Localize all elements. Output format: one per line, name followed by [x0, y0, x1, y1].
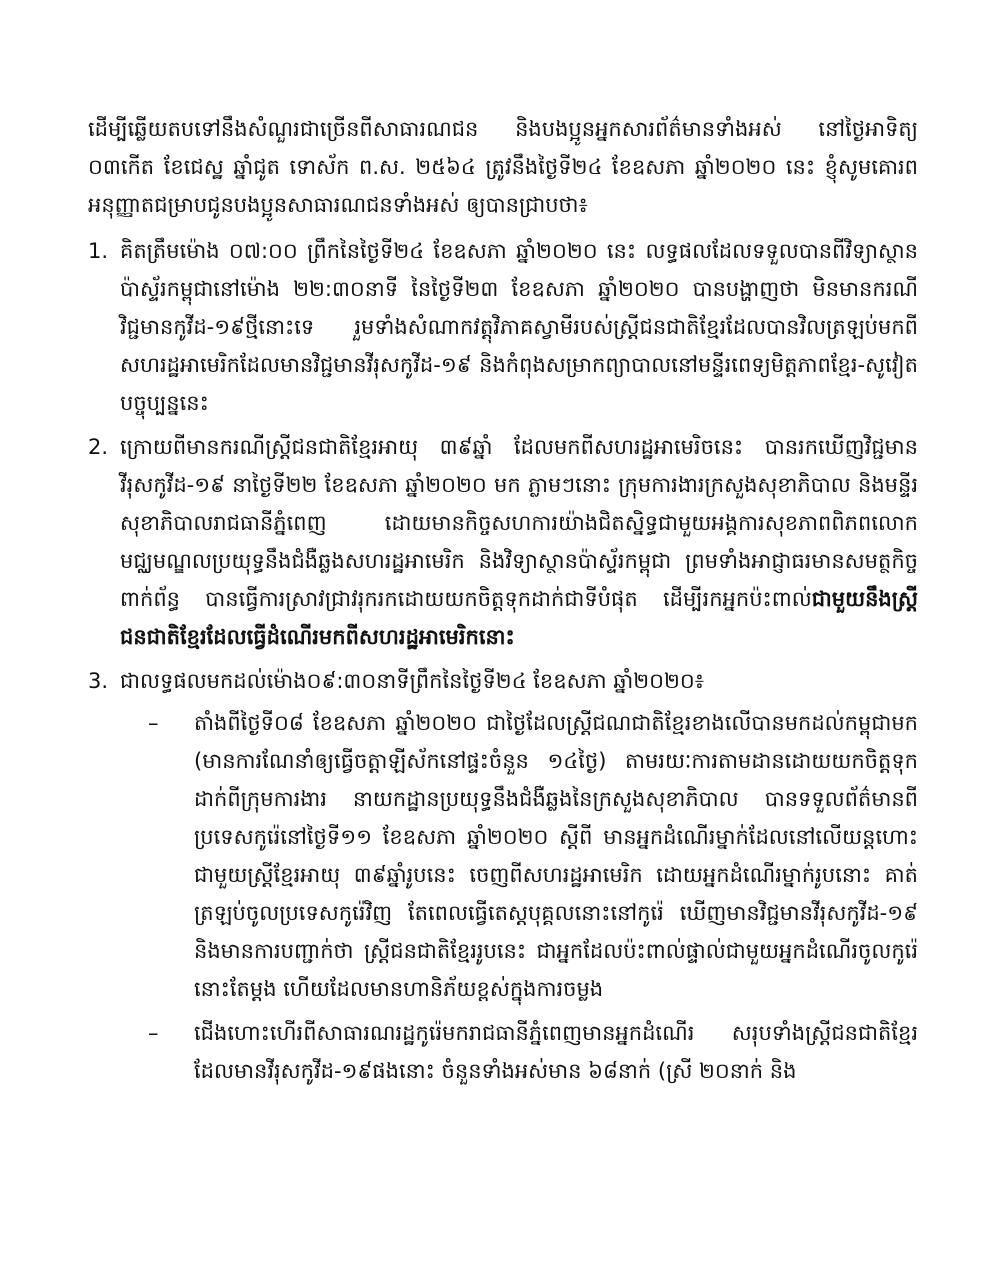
dash-item-text: តាំងពីថ្ងៃទី០៨ ខែឧសភា ឆ្នាំ២០២០ ជាថ្ងៃដែលស្ត្រីជណជាតិខ្មែរខាងលើបានមកដល់កម្ពុជាមក (មានការណែនាំឲ្យធ្វើចត្តាឡីស័កនៅផ្ទះចំនួន ១៤ថ្ងៃ) តាមរយៈការតាមដានដោយយកចិត្តទុកដាក់ពីក្រុមការងារ នាយកដ្ឋានប្រយុទ្ធនឹងជំងឺឆ្លងនៃក្រសួងសុខាភិបាល បានទទួលព័ត៌មានពីប្រទេសកូរ៉េនៅថ្ងៃទី១១ ខែឧសភា ឆ្នាំ២០២០ ស្តីពី មានអ្នកដំណើរម្នាក់ដែលនៅលើយន្តហោះជាមួយស្ត្រីខ្មែរអាយុ ៣៩ឆ្នាំរូបនេះ ចេញពីសហរដ្ឋអាមេរិក ដោយអ្នកដំណើរម្នាក់រូបនោះ គាត់ត្រឡប់ចូលប្រទេសកូរ៉េវិញ តែពេលធ្វើតេស្តបុគ្គលនោះនៅកូរ៉េ ឃើញមានវិជ្ជមានវីរុសកូវីដ-១៩ និងមានការបញ្ជាក់ថា ស្ត្រីជនជាតិខ្មែររូបនេះ ជាអ្នកដែលប៉ះពាល់ផ្ទាល់ជាមួយអ្នកដំណើរចូលកូរ៉េនោះតែម្តង ហើយដែលមានហានិភ័យខ្ពស់ក្នុងការចម្លង: [194, 711, 918, 1001]
list-item-bold-text: ជាមួយនឹងស្ត្រីជនជាតិខ្មែរដែលធ្វើដំណើរមកពីសហរដ្ឋអាមេរិកនោះ: [120, 587, 918, 649]
document-page: [88, 110, 918, 1096]
list-item-text: គិតត្រឹមម៉ោង ០៧:០០ ព្រឹកនៃថ្ងៃទី២៤ ខែឧសភា ឆ្នាំ២០២០ នេះ លទ្ធផលដែលទទួលបានពីវិទ្យាស្ថានប៉ាស្ទ័រកម្ពុជានៅម៉ោង ២២:៣០នាទី នៃថ្ងៃទី២៣ ខែឧសភា ឆ្នាំ២០២០ បានបង្ហាញថា មិនមានករណីវិជ្ជមានកូវីដ-១៩ថ្មីនោះទេ រួមទាំងសំណាកវត្តុវិភាគស្វាមីរបស់ស្ត្រីជនជាតិខ្មែរដែលបានវិលត្រឡប់មកពីសហរដ្ឋអាមេរិកដែលមានវិជ្ជមានវីរុសកូវីដ-១៩ និងកំពុងសម្រាកព្យាបាលនៅមន្ទីរពេទ្យមិត្តភាពខ្មែរ-សូវៀតបច្ចុប្បន្ននេះ: [120, 239, 918, 415]
dash-item-text: ជើងហោះហើរពីសាធារណរដ្ឋកូរ៉េមករាជធានីភ្នំពេញមានអ្នកដំណើរ សរុបទាំងស្ត្រីជនជាតិខ្មែរដែលមានវីរុសកូវីដ-១៩ផងនោះ ចំនួនទាំងអស់មាន ៦៨នាក់ (ស្រី ២០នាក់ និង: [194, 1021, 918, 1083]
dash-list: [120, 704, 918, 1090]
list-number: 3.: [88, 669, 109, 693]
numbered-list: [88, 232, 918, 1090]
list-number: 1.: [88, 239, 109, 263]
list-item-3: [88, 662, 918, 1090]
list-number: 2.: [88, 435, 109, 459]
list-item-text: ជាលទ្ធផលមកដល់ម៉ោង០៩:៣០នាទីព្រឹកនៃថ្ងៃទី២៤ ខែឧសភា ឆ្នាំ២០២០៖: [120, 669, 704, 693]
dash-bullet: –: [148, 711, 159, 735]
intro-paragraph: ដើម្បីឆ្លើយតបទៅនឹងសំណួរជាច្រើនពីសាធារណជន និងបងប្អូនអ្នកសារព័ត៌មានទាំងអស់ នៅថ្ងៃអាទិត្យ ០៣កើត ខែជេស្ឋ ឆ្នាំជូត ទោស័ក ព.ស. ២៥៦៤ ត្រូវនឹងថ្ងៃទី២៤ ខែឧសភា ឆ្នាំ២០២០ នេះ ខ្ញុំសូមគោរពអនុញ្ញាតជម្រាបជូនបងប្អូនសាធារណជនទាំងអស់ ឲ្យបានជ្រាបថា៖: [88, 117, 918, 217]
list-item-text: ក្រោយពីមានករណីស្ត្រីជនជាតិខ្មែរអាយុ ៣៩ឆ្នាំ ដែលមកពីសហរដ្ឋអាមេរិចនេះ បានរកឃើញវិជ្ជមានវីរុសកូវីដ-១៩ នាថ្ងៃទី២២ ខែឧសភា ឆ្នាំ២០២០ មក ភ្លាមៗនោះ ក្រុមការងារក្រសួងសុខាភិបាល និងមន្ទីរសុខាភិបាលរាជធានីភ្នំពេញ ដោយមានកិច្ចសហការយ៉ាងជិតស្និទ្ធជាមួយអង្គការសុខភាពពិភពលោក មជ្ឈមណ្ឌលប្រយុទ្ធនឹងជំងឺឆ្លងសហរដ្ឋអាមេរិក និងវិទ្យាស្ថានប៉ាស្ទ័រកម្ពុជា ព្រមទាំងអាជ្ញាធរមានសមត្ថកិច្ចពាក់ព័ន្ធ បានធ្វើការស្រាវជ្រាវរុករកដោយយកចិត្តទុកដាក់ជាទីបំផុត ដើម្បីរកអ្នកប៉ះពាល់: [120, 435, 918, 611]
list-item-2: [88, 428, 918, 656]
dash-bullet: –: [148, 1021, 159, 1045]
list-item-1: [88, 232, 918, 422]
dash-item-1: [120, 704, 918, 1008]
dash-item-2: [120, 1014, 918, 1090]
